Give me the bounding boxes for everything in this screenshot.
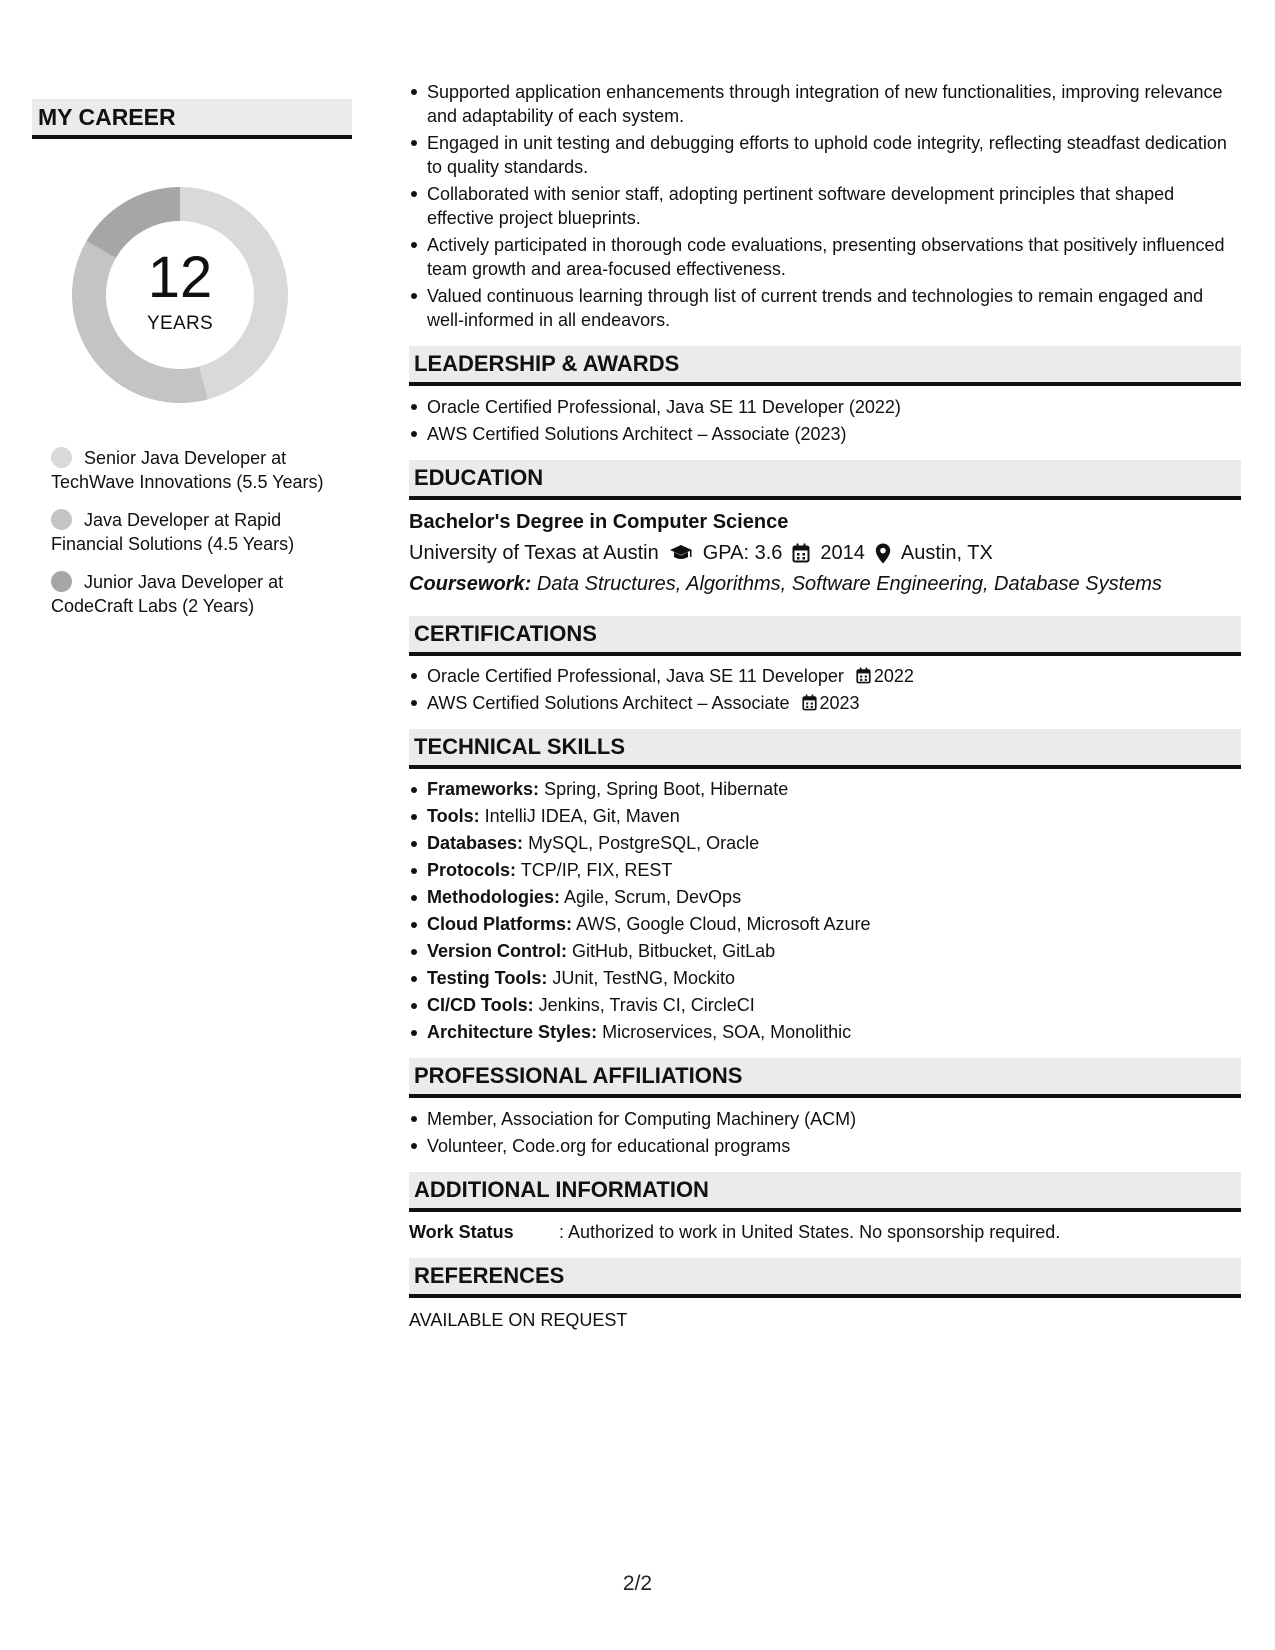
leadership-list <box>409 395 1241 446</box>
work-status-value: : Authorized to work in United States. No sponsorship required. <box>559 1222 1061 1242</box>
certification-item <box>409 691 1241 715</box>
additional-info-header: ADDITIONAL INFORMATION <box>409 1172 1241 1212</box>
skill-values: Microservices, SOA, Monolithic <box>602 1022 852 1042</box>
experience-bullet: Engaged in unit testing and debugging efforts to uphold code integrity, reflecting steadfast dedication to quality standards. <box>409 131 1241 179</box>
total-years-unit: YEARS <box>147 313 213 334</box>
affiliations-list <box>409 1107 1241 1158</box>
skill-values: Jenkins, Travis CI, CircleCI <box>538 995 755 1015</box>
career-sidebar <box>32 99 352 632</box>
career-legend-label: Senior Java Developer at TechWave Innovations (5.5 Years) <box>51 448 324 492</box>
certification-name: Oracle Certified Professional, Java SE 11 Developer <box>427 666 844 686</box>
work-status-row <box>409 1220 1241 1244</box>
skill-item <box>409 831 1241 856</box>
map-pin-icon <box>875 543 891 564</box>
donut-center <box>67 182 293 408</box>
coursework-label: Coursework: <box>409 573 532 595</box>
skill-values: AWS, Google Cloud, Microsoft Azure <box>576 914 871 934</box>
legend-dot <box>51 571 72 592</box>
certifications-list <box>409 664 1241 715</box>
experience-bullets <box>409 80 1241 332</box>
graduation-cap-icon <box>669 544 693 562</box>
degree: Bachelor's Degree in Computer Science <box>409 511 789 533</box>
skill-category: Version Control: <box>427 941 568 961</box>
skill-category: CI/CD Tools: <box>427 995 534 1015</box>
skill-category: Cloud Platforms: <box>427 914 573 934</box>
skill-values: GitHub, Bitbucket, GitLab <box>572 941 776 961</box>
skills-list <box>409 777 1241 1045</box>
experience-bullet: Supported application enhancements through integration of new functionalities, improving relevance and adaptability of each system. <box>409 80 1241 128</box>
affiliation-item: Member, Association for Computing Machinery (ACM) <box>409 1107 1241 1131</box>
certification-item <box>409 664 1241 688</box>
leadership-header: LEADERSHIP & AWARDS <box>409 346 1241 386</box>
legend-dot <box>51 509 72 530</box>
main-content <box>409 80 1241 1332</box>
references-header: REFERENCES <box>409 1258 1241 1298</box>
experience-bullet: Collaborated with senior staff, adopting pertinent software development principles that shaped effective project blueprints. <box>409 182 1241 230</box>
skill-category: Tools: <box>427 806 480 826</box>
skill-item <box>409 885 1241 910</box>
experience-bullet: Valued continuous learning through list of current trends and technologies to remain engaged and well-informed in all endeavors. <box>409 284 1241 332</box>
coursework <box>409 572 1241 596</box>
career-legend-item <box>51 508 340 556</box>
skill-category: Architecture Styles: <box>427 1022 598 1042</box>
skill-category: Frameworks: <box>427 779 540 799</box>
graduation-year: 2014 <box>820 542 865 564</box>
skill-category: Testing Tools: <box>427 968 548 988</box>
skill-values: TCP/IP, FIX, REST <box>520 860 673 880</box>
skill-item <box>409 804 1241 829</box>
coursework-list: Data Structures, Algorithms, Software Engineering, Database Systems <box>536 573 1162 595</box>
career-legend-label: Junior Java Developer at CodeCraft Labs (2 Years) <box>51 572 284 616</box>
skills-header: TECHNICAL SKILLS <box>409 729 1241 769</box>
calendar-icon <box>802 694 817 711</box>
leadership-item: Oracle Certified Professional, Java SE 11 Developer (2022) <box>409 395 1241 419</box>
skill-item <box>409 912 1241 937</box>
leadership-item: AWS Certified Solutions Architect – Associate (2023) <box>409 422 1241 446</box>
education-header: EDUCATION <box>409 460 1241 500</box>
school: University of Texas at Austin <box>409 542 659 564</box>
page-number: 2/2 <box>622 1572 653 1595</box>
skill-item <box>409 966 1241 991</box>
total-years: 12 <box>147 245 213 310</box>
career-legend-label: Java Developer at Rapid Financial Solutions (4.5 Years) <box>51 510 295 554</box>
calendar-icon <box>856 667 871 684</box>
certification-name: AWS Certified Solutions Architect – Associate <box>427 693 790 713</box>
skill-values: Spring, Spring Boot, Hibernate <box>544 779 789 799</box>
certification-year: 2022 <box>873 666 914 686</box>
location: Austin, TX <box>900 542 993 564</box>
skill-item <box>409 858 1241 883</box>
experience-bullet: Actively participated in thorough code evaluations, presenting observations that positively influenced team growth and area-focused effectiveness. <box>409 233 1241 281</box>
skill-item <box>409 777 1241 802</box>
affiliations-header: PROFESSIONAL AFFILIATIONS <box>409 1058 1241 1098</box>
skill-item <box>409 939 1241 964</box>
certifications-header: CERTIFICATIONS <box>409 616 1241 656</box>
certification-year: 2023 <box>819 693 860 713</box>
work-status-label: Work Status <box>409 1222 514 1242</box>
gpa: GPA: 3.6 <box>702 542 783 564</box>
skill-category: Protocols: <box>427 860 517 880</box>
career-title: MY CAREER <box>32 99 352 139</box>
career-donut-chart <box>67 182 293 408</box>
skill-values: Agile, Scrum, DevOps <box>564 887 742 907</box>
skill-category: Databases: <box>427 833 524 853</box>
skill-category: Methodologies: <box>427 887 560 907</box>
skill-values: IntelliJ IDEA, Git, Maven <box>484 806 680 826</box>
skill-values: JUnit, TestNG, Mockito <box>552 968 736 988</box>
legend-dot <box>51 447 72 468</box>
skill-values: MySQL, PostgreSQL, Oracle <box>528 833 760 853</box>
calendar-icon <box>792 543 810 563</box>
affiliation-item: Volunteer, Code.org for educational programs <box>409 1134 1241 1158</box>
skill-item <box>409 1020 1241 1045</box>
references-text: AVAILABLE ON REQUEST <box>409 1310 628 1330</box>
education-details <box>409 541 1241 565</box>
career-legend-item <box>51 570 340 618</box>
career-legend <box>32 446 352 618</box>
skill-item <box>409 993 1241 1018</box>
career-legend-item <box>51 446 340 494</box>
